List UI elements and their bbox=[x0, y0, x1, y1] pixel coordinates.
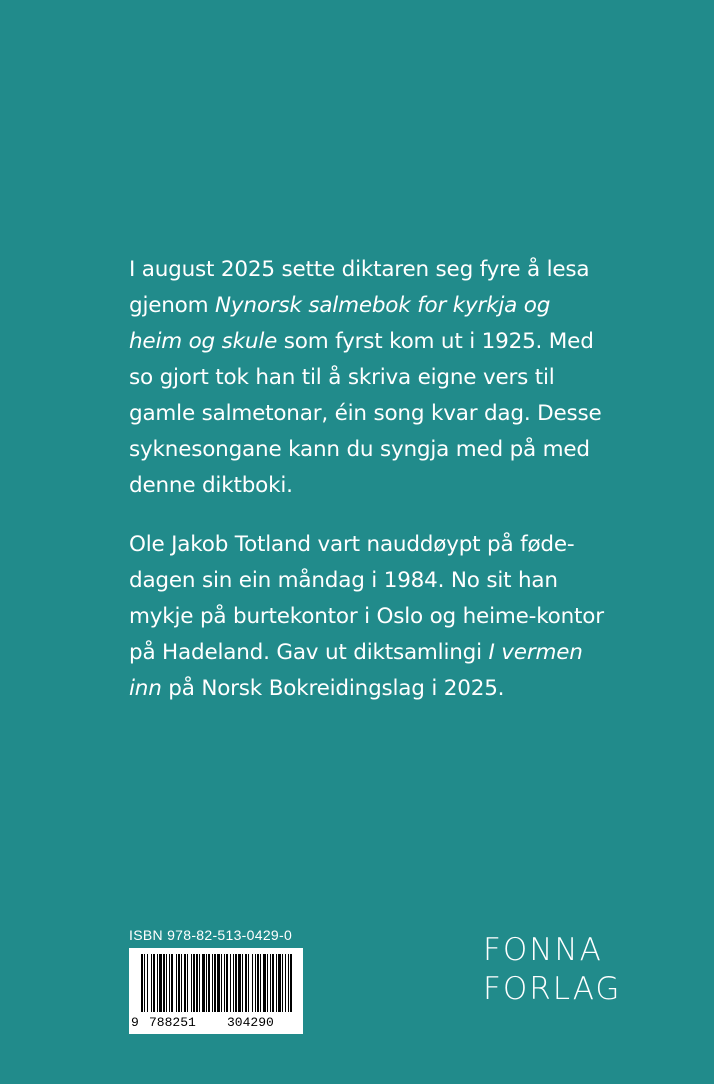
barcode-bar bbox=[159, 954, 162, 1012]
barcode-bar bbox=[206, 954, 207, 1012]
publisher-logo bbox=[483, 931, 621, 1009]
blurb-p1-text-a: I august 2025 sette diktaren seg fyre å lesa gjenom bbox=[129, 257, 590, 318]
barcode-bar bbox=[282, 954, 283, 1012]
barcode-digits-left: 788251 bbox=[149, 1015, 196, 1030]
barcode-bar bbox=[214, 954, 216, 1012]
barcode-bar bbox=[288, 954, 289, 1012]
barcode-bar bbox=[144, 954, 145, 1012]
publisher-logo-line-1: FONNA bbox=[483, 932, 603, 968]
blurb-paragraph-1 bbox=[129, 252, 609, 504]
isbn-label: ISBN 978-82-513-0429-0 bbox=[129, 927, 293, 943]
barcode-digits bbox=[129, 1015, 303, 1033]
barcode-bar bbox=[181, 954, 182, 1012]
blurb-p2-text-a: Ole Jakob Totland vart nauddøypt på føde-dagen sin ein måndag i 1984. No sit han mykje på burtekontor i Oslo og heime-kontor på Hadeland. Gav ut diktsamlingi bbox=[129, 532, 604, 665]
barcode-bar bbox=[230, 954, 231, 1012]
barcode-bar bbox=[187, 954, 188, 1012]
barcode-bar bbox=[235, 954, 237, 1012]
barcode-bar bbox=[278, 954, 281, 1012]
blurb bbox=[129, 252, 609, 730]
barcode-bar bbox=[221, 954, 222, 1012]
barcode-bar bbox=[255, 954, 256, 1012]
barcode-bar bbox=[176, 954, 177, 1012]
barcode-bar bbox=[285, 954, 286, 1012]
barcode-bar bbox=[171, 954, 173, 1012]
barcode-bar bbox=[245, 954, 247, 1012]
barcode-bar bbox=[276, 954, 277, 1012]
barcode-bar bbox=[202, 954, 205, 1012]
barcode-bar bbox=[267, 954, 268, 1012]
salmebok-title: Nynorsk salmebok for kyrkja og heim og skule bbox=[129, 293, 551, 354]
barcode-bar bbox=[224, 954, 225, 1012]
barcode-bar bbox=[184, 954, 186, 1012]
barcode-bar bbox=[166, 954, 167, 1012]
diktsamling-title: I vermen inn bbox=[129, 640, 583, 701]
barcode-bar bbox=[263, 954, 266, 1012]
barcode-bar bbox=[141, 954, 143, 1012]
publisher-logo-line-2: FORLAG bbox=[483, 971, 622, 1007]
barcode-bar bbox=[199, 954, 200, 1012]
barcode-bar bbox=[272, 954, 274, 1012]
barcode-bar bbox=[290, 954, 292, 1012]
barcode-digits-right: 304290 bbox=[227, 1015, 274, 1030]
barcode-bar bbox=[191, 954, 192, 1012]
barcode-bar bbox=[178, 954, 180, 1012]
barcode-bar bbox=[157, 954, 158, 1012]
barcode-bar bbox=[238, 954, 241, 1012]
barcode-bar bbox=[242, 954, 243, 1012]
barcode-bar bbox=[226, 954, 228, 1012]
barcode-bar bbox=[257, 954, 259, 1012]
barcode-bar bbox=[193, 954, 195, 1012]
barcode-bar bbox=[163, 954, 165, 1012]
barcode-bar bbox=[260, 954, 261, 1012]
barcode-bars bbox=[129, 948, 303, 1018]
barcode-bar bbox=[252, 954, 253, 1012]
barcode-bar bbox=[147, 954, 148, 1012]
barcode-bar bbox=[208, 954, 210, 1012]
barcode-bar bbox=[270, 954, 271, 1012]
blurb-p2-text-b: på Norsk Bokreidingslag i 2025. bbox=[161, 676, 505, 701]
blurb-paragraph-2 bbox=[129, 527, 609, 707]
barcode-bar bbox=[196, 954, 198, 1012]
barcode-bar bbox=[212, 954, 213, 1012]
blurb-p1-text-b: som fyrst kom ut i 1925. Med so gjort tok han til å skriva eigne vers til gamle salmetonar, éin song kvar dag. Desse syknesongane kann du syngja med på med denne diktboki. bbox=[129, 329, 602, 498]
barcode-bar bbox=[217, 954, 220, 1012]
barcode-bar bbox=[169, 954, 170, 1012]
isbn-block bbox=[129, 926, 309, 1030]
barcode-bar bbox=[151, 954, 152, 1012]
barcode bbox=[129, 948, 303, 1034]
barcode-bar bbox=[233, 954, 234, 1012]
barcode-bar bbox=[248, 954, 249, 1012]
barcode-digit-first: 9 bbox=[131, 1015, 139, 1030]
barcode-bar bbox=[153, 954, 155, 1012]
